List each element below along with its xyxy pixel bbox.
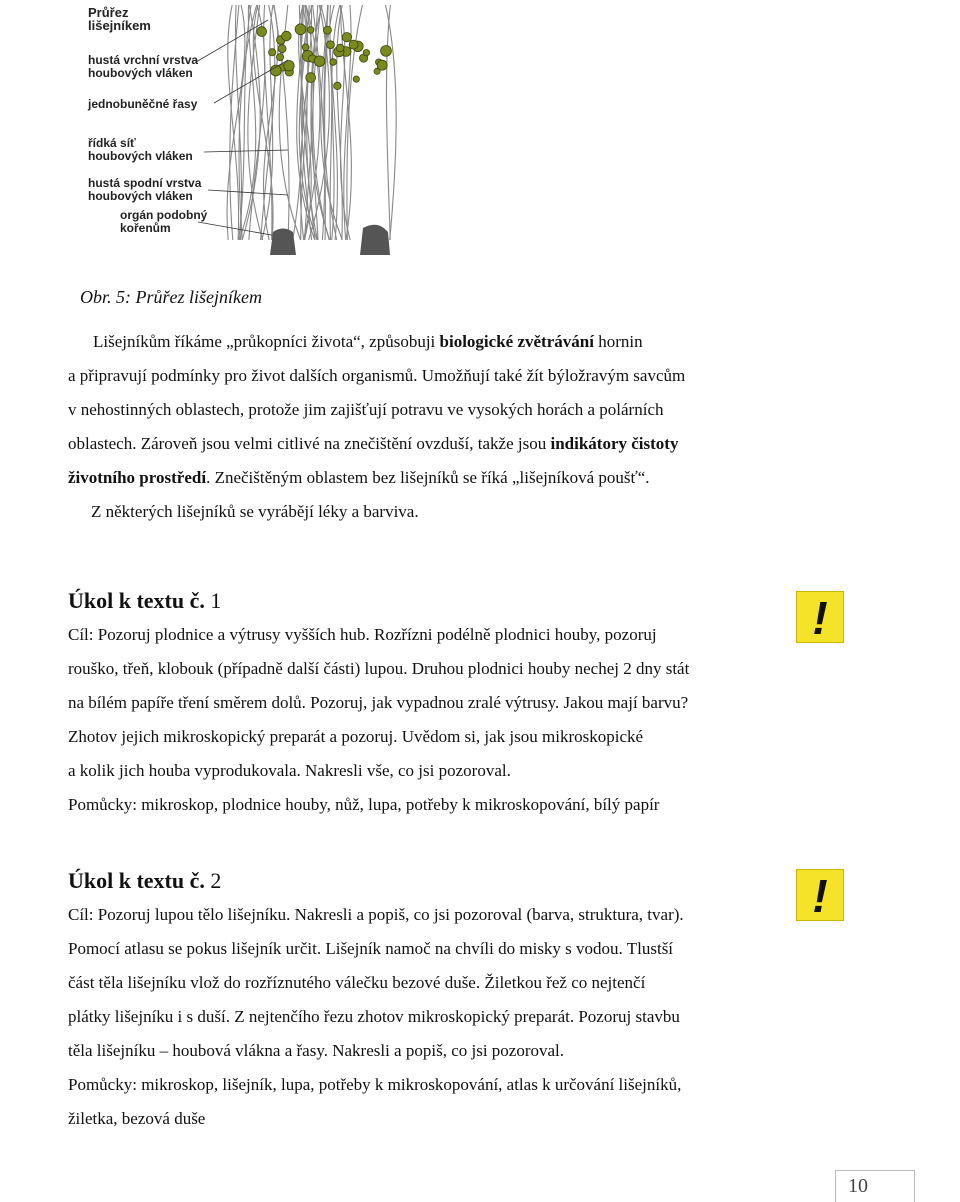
task1-line: Cíl: Pozoruj plodnice a výtrusy vyšších hub. Rozřízni podélně plodnici houby, pozoruj [68,625,657,644]
task1-line: na bílém papíře tření směrem dolů. Pozoruj, jak vypadnou zralé výtrusy. Jakou mají barvu? [68,693,689,712]
algae-cell [314,56,325,67]
task2-title: Úkol k textu č. 2 [68,868,222,893]
algae-cell [278,45,286,53]
hypha-strand [386,5,390,240]
intro-line: Z některých lišejníků se vyrábějí léky a barviva. [91,502,419,521]
task1-title: Úkol k textu č. 1 [68,588,222,613]
task2-line: plátky lišejníku i s duší. Z nejtenčího řezu zhotov mikroskopický preparát. Pozoruj stavbu [68,1007,680,1026]
exclamation-warning-icon: ! [796,591,844,643]
task2-line: těla lišejníku – houbová vlákna a řasy. Nakresli a popiš, co jsi pozoroval. [68,1041,565,1060]
algae-cell [330,59,337,66]
task2-line: Pomocí atlasu se pokus lišejník určit. Lišejník namoč na chvíli do misky s vodou. Tlustší [68,939,674,958]
task2-line: část těla lišejníku vlož do rozříznutého válečku bezové duše. Žiletkou řež co nejtenčí [68,973,646,992]
algae-cell [257,27,267,37]
hypha-strand [230,5,239,240]
task2-aids: Pomůcky: mikroskop, lišejník, lupa, potřeby k mikroskopování, atlas k určování lišejníků, [68,1075,682,1094]
figure-caption: Obr. 5: Průřez lišejníkem [80,287,262,307]
page-number-box [835,1170,915,1202]
lichen-cross-section-figure [78,0,400,255]
algae-cell [349,40,358,49]
term-environment: životního prostředí [68,468,207,487]
label-lower-layer: hustá spodní vrstva houbových vláken [88,176,202,203]
task1-line: a kolik jich houba vyprodukovala. Nakresli vše, co jsi pozoroval. [68,761,511,780]
term-weathering: biologické zvětrávání [439,332,594,351]
intro-line: Lišejníkům říkáme „průkopníci života“, způsobuji biologické zvětrávání hornin [93,332,643,351]
algae-cell [377,60,387,70]
algae-cell [327,41,335,49]
algae-cell [353,76,359,82]
task1-line: rouško, třeň, klobouk (případně další části) lupou. Druhou plodnici houby nechej 2 dny stát [68,659,690,678]
algae-cell [302,44,309,51]
algae-cell [363,50,369,56]
task2-aids-cont: žiletka, bezová duše [68,1109,206,1128]
intro-line: a připravují podmínky pro život dalších organismů. Umožňují také žít býložravým savcům [68,366,686,385]
task2-line: Cíl: Pozoruj lupou tělo lišejníku. Nakresli a popiš, co jsi pozoroval (barva, struktura, tvar). [68,905,684,924]
algae-cell [269,49,276,56]
algae-cell [295,24,306,35]
fungal-hyphae [227,5,396,240]
exclamation-warning-icon: ! [796,869,844,921]
hypha-strand [264,5,272,240]
algae-cell [334,82,341,89]
algae-cell [342,33,351,42]
algae-cell [307,27,314,34]
algae-cell [276,54,283,61]
label-algae: jednobuněčné řasy [88,97,198,111]
task1-aids: Pomůcky: mikroskop, plodnice houby, nůž, lupa, potřeby k mikroskopování, bílý papír [68,795,660,814]
algae-cell [323,26,331,34]
algae-cell [336,44,344,52]
algae-cell [284,60,294,70]
intro-paragraph [68,325,685,529]
algae-cell [282,31,292,41]
figure-title: Průřez lišejníkem [88,5,151,33]
intro-line: v nehostinných oblastech, protože jim zajišťují potravu ve vysokých horách a polárních [68,400,664,419]
term-indicators: indikátory čistoty [550,434,679,453]
page-number: 10 [848,1175,868,1197]
intro-line: životního prostředí. Znečištěným oblastem bez lišejníků se říká „lišejníková poušť“. [68,468,650,487]
label-upper-layer: hustá vrchní vrstva houbových vláken [88,53,199,80]
task1-line: Zhotov jejich mikroskopický preparát a pozoruj. Uvědom si, jak jsou mikroskopické [68,727,644,746]
label-root-organ: orgán podobný kořenům [120,208,208,235]
hypha-strand [263,5,278,240]
algae-cell [381,46,392,57]
intro-line: oblastech. Zároveň jsou velmi citlivé na znečištění ovzduší, takže jsou indikátory čistoty [68,434,679,453]
algae-cell [306,73,316,83]
label-sparse-mesh: řídká síť houbových vláken [88,136,193,163]
